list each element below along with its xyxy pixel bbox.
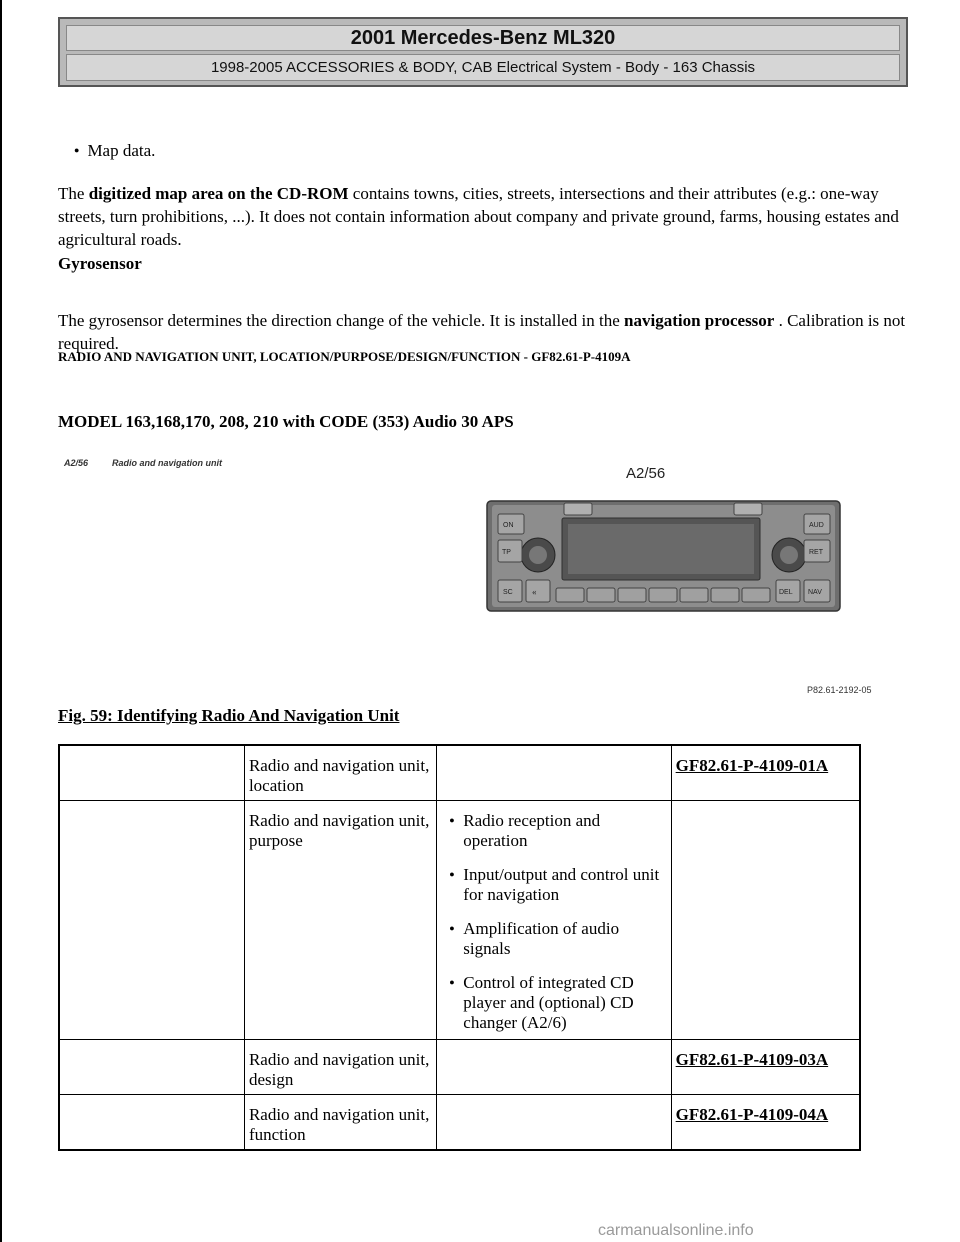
table-row — [59, 1040, 860, 1095]
radio-button-aud: AUD — [809, 522, 824, 529]
radio-button-del: DEL — [779, 589, 793, 596]
table-row — [59, 1095, 860, 1151]
row-label-design: Radio and navigation unit, design — [244, 1040, 436, 1095]
list-item: ● Radio reception and operation — [463, 811, 666, 851]
radio-button-on: ON — [503, 522, 514, 529]
term-navigation-processor: navigation processor — [624, 311, 775, 330]
header-subtitle: 1998-2005 ACCESSORIES & BODY, CAB Electrical System - Body - 163 Chassis — [66, 54, 900, 81]
row-label-purpose: Radio and navigation unit, purpose — [244, 801, 436, 1040]
list-item: ● Amplification of audio signals — [463, 919, 666, 959]
figure-label-right: A2/56 — [626, 465, 666, 482]
paragraph-digitized-map: The digitized map area on the CD-ROM contains towns, cities, streets, intersections and their attributes (e.g.: one-way streets, turn prohibitions, ...). It does not contain information about company and private ground, farms, housing estates and agricultural roads. — [58, 184, 899, 249]
watermark: carmanualsonline.info — [598, 1222, 754, 1239]
table-row — [59, 745, 860, 801]
info-table — [58, 744, 861, 1151]
radio-button-sc: SC — [503, 589, 513, 596]
list-item: ● Control of integrated CD player and (optional) CD changer (A2/6) — [463, 973, 666, 1033]
table-row — [59, 801, 860, 1040]
radio-unit-illustration — [486, 500, 841, 612]
figure-caption: Fig. 59: Identifying Radio And Navigation Unit — [58, 706, 400, 725]
figure-label-left: A2/56 Radio and navigation unit — [64, 458, 222, 468]
radio-button-ret: RET — [809, 549, 823, 556]
paragraph-gyrosensor: The gyrosensor determines the direction change of the vehicle. It is installed in the navigation processor . Calibration is not required. — [58, 311, 906, 353]
link-function[interactable]: GF82.61-P-4109-04A — [675, 1105, 829, 1124]
figure-reference: P82.61-2192-05 — [807, 685, 872, 695]
heading-model: MODEL 163,168,170, 208, 210 with CODE (353) Audio 30 APS — [58, 412, 514, 431]
header-title: 2001 Mercedes-Benz ML320 — [66, 25, 900, 51]
radio-button-nav: NAV — [808, 589, 822, 596]
link-location[interactable]: GF82.61-P-4109-01A — [675, 756, 829, 775]
purpose-list — [441, 811, 666, 1033]
term-digitized-map: digitized map area on the CD-ROM — [88, 184, 349, 203]
radio-button-tp: TP — [502, 549, 511, 556]
row-label-function: Radio and navigation unit, function — [244, 1095, 436, 1151]
heading-radio-navigation: RADIO AND NAVIGATION UNIT, LOCATION/PURPOSE/DESIGN/FUNCTION - GF82.61-P-4109A — [58, 349, 631, 364]
link-design[interactable]: GF82.61-P-4109-03A — [675, 1050, 829, 1069]
bullet-map-data: ● Map data. — [74, 139, 155, 165]
list-item: ● Input/output and control unit for navigation — [463, 865, 666, 905]
radio-rewind-icon: « — [532, 587, 537, 597]
row-label-location: Radio and navigation unit, location — [244, 745, 436, 801]
heading-gyrosensor: Gyrosensor — [58, 254, 142, 273]
page-header — [58, 17, 908, 87]
page-border — [0, 0, 2, 1242]
